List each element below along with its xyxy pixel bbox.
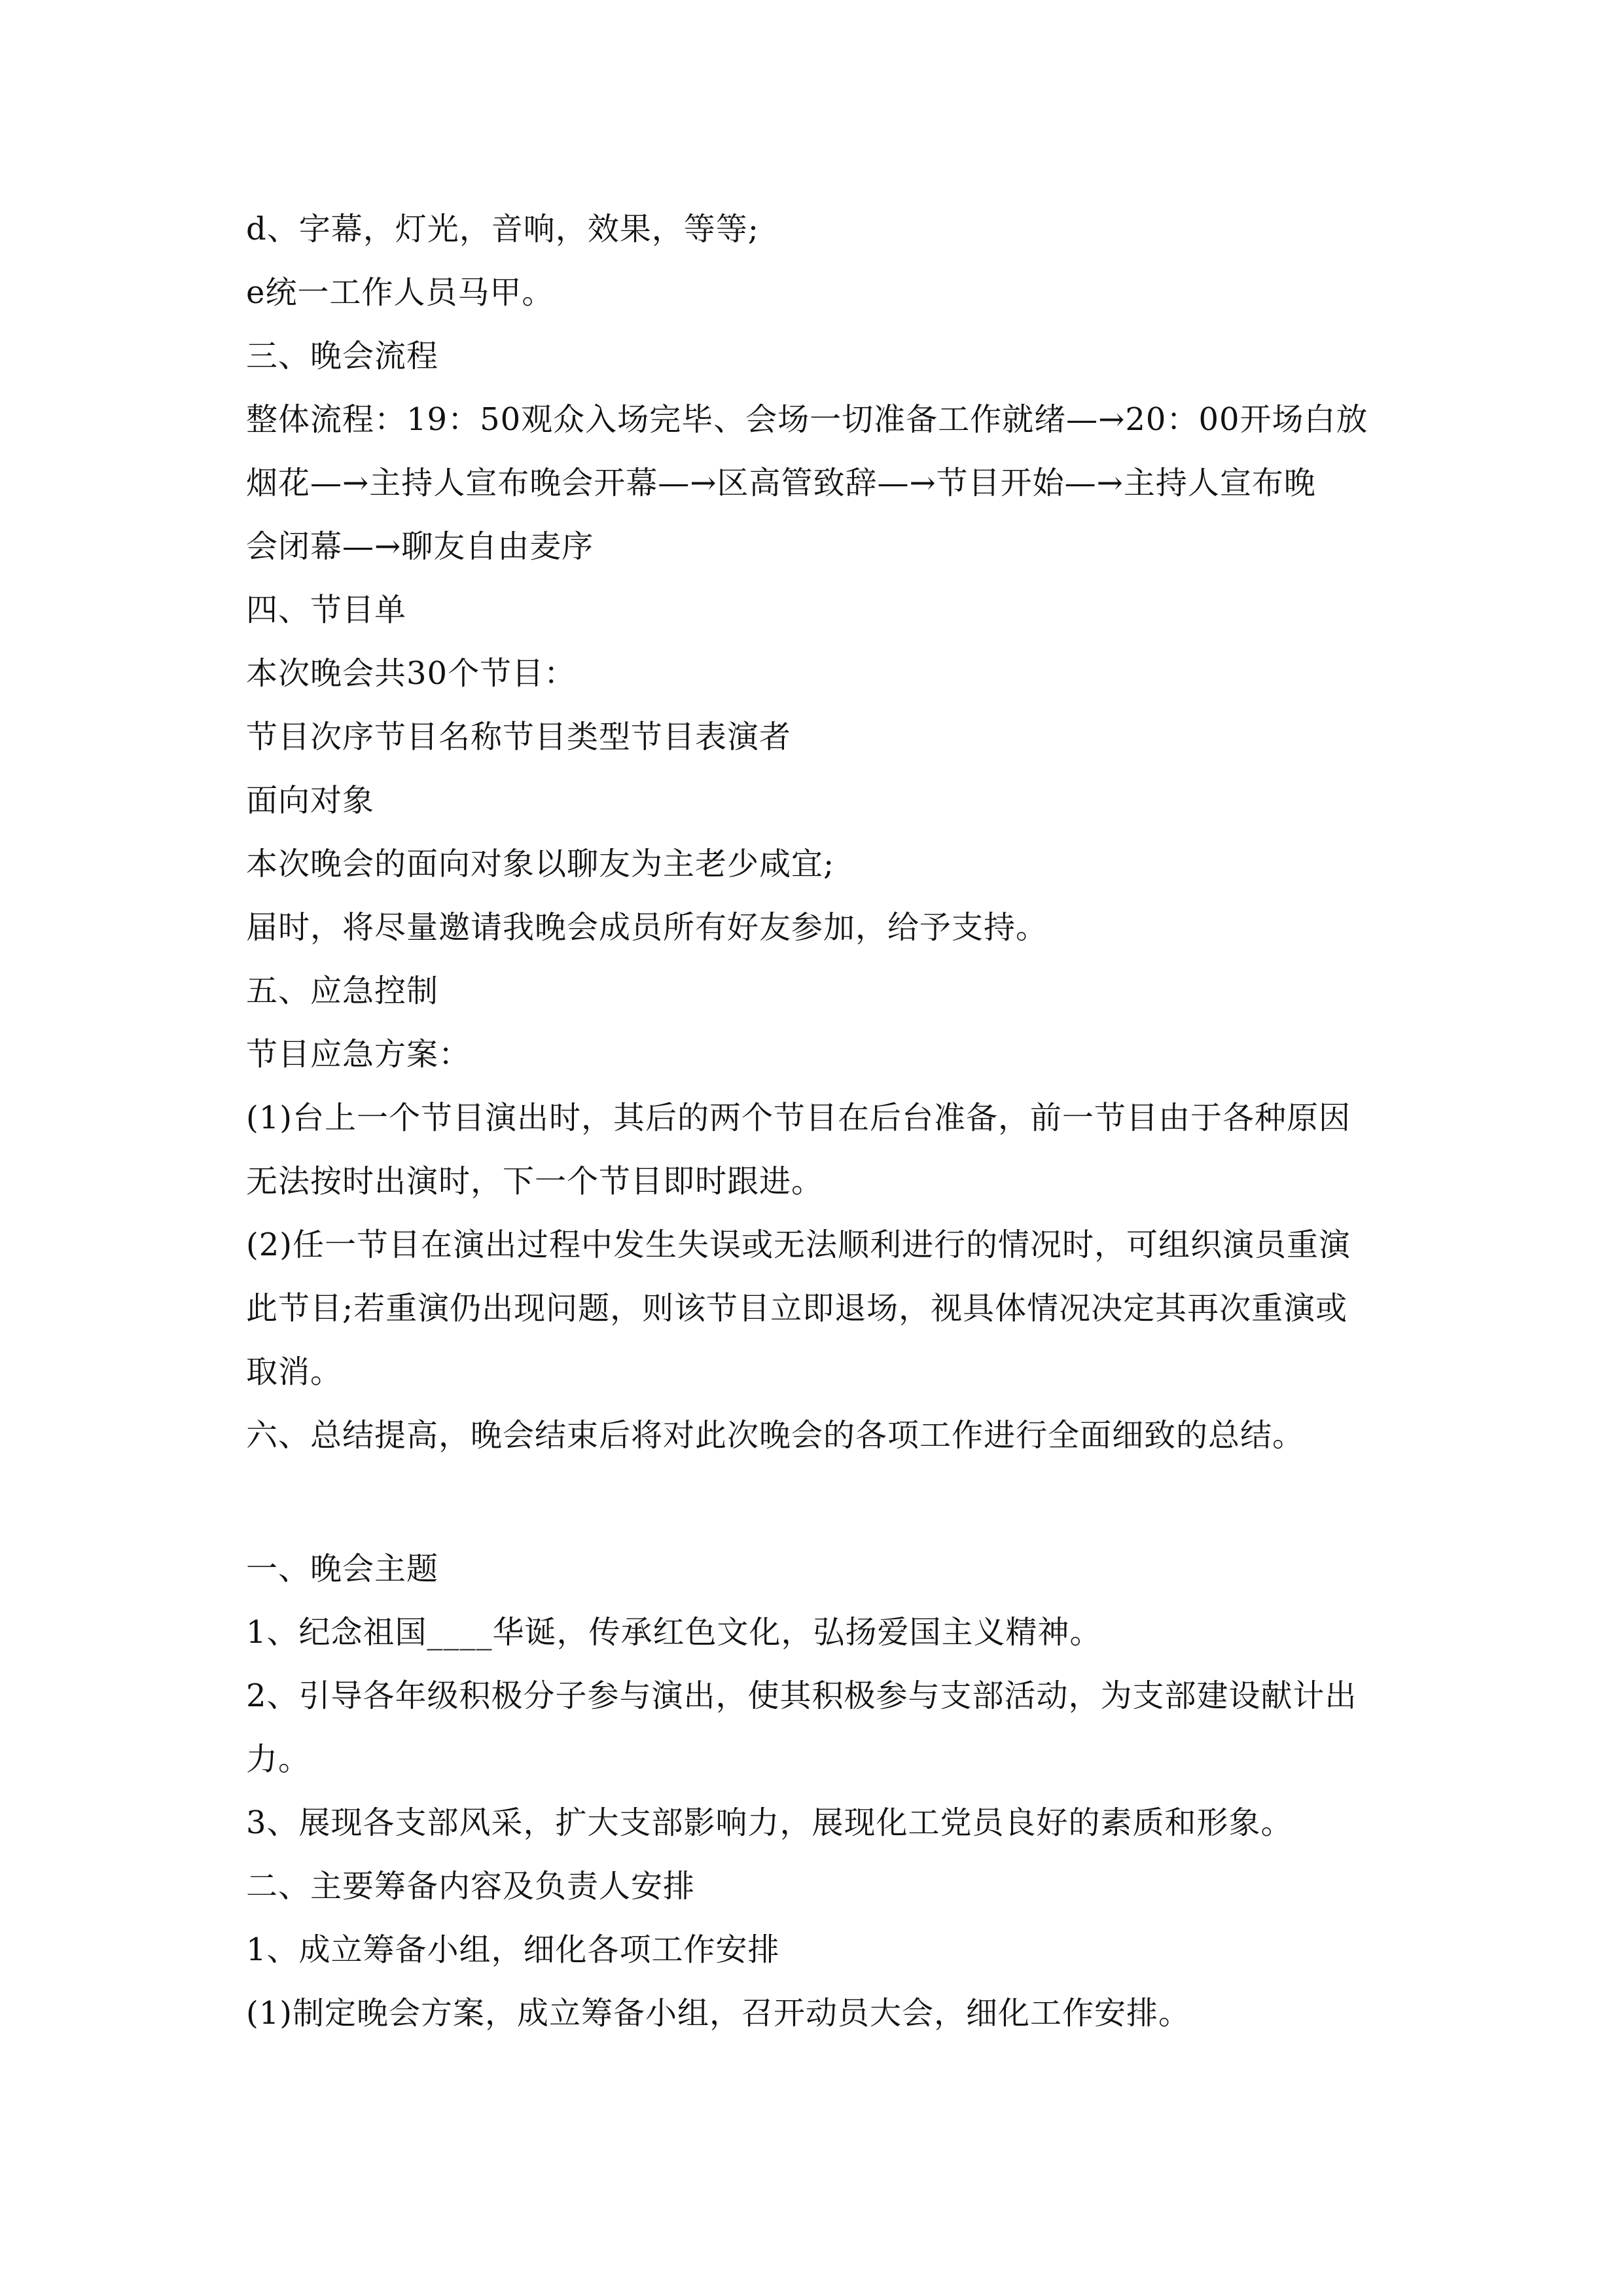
section-heading: 五、应急控制 — [246, 973, 439, 1009]
text-line: 节目应急方案： — [246, 1036, 471, 1073]
section-heading: 四、节目单 — [246, 592, 407, 628]
text-line: 面向对象 — [246, 782, 375, 819]
text-line: 本次晚会的面向对象以聊友为主老少咸宜; — [246, 846, 835, 882]
text-line: 力。 — [246, 1741, 311, 1778]
text-line: 取消。 — [246, 1354, 343, 1390]
text-line: 会闭幕—→聊友自由麦序 — [246, 528, 594, 565]
text-line: 本次晚会共30个节目： — [246, 655, 577, 692]
text-line: 整体流程：19：50观众入场完毕、会场一切准备工作就绪—→20：00开场白放 — [246, 401, 1368, 438]
section-heading: 二、主要筹备内容及负责人安排 — [246, 1868, 696, 1905]
text-line: d、字幕，灯光，音响，效果，等等; — [246, 211, 759, 247]
text-line: 2、引导各年级积极分子参与演出，使其积极参与支部活动，为支部建设献计出 — [246, 1677, 1357, 1714]
text-line: 无法按时出演时，下一个节目即时跟进。 — [246, 1163, 824, 1200]
text-line: 1、纪念祖国____华诞，传承红色文化，弘扬爱国主义精神。 — [246, 1614, 1102, 1651]
text-line: e统一工作人员马甲。 — [246, 274, 554, 311]
text-line: 烟花—→主持人宣布晚会开幕—→区高管致辞—→节目开始—→主持人宣布晚 — [246, 465, 1316, 501]
text-line: (2)任一节目在演出过程中发生失误或无法顺利进行的情况时，可组织演员重演 — [246, 1227, 1351, 1263]
text-line: 3、展现各支部风采，扩大支部影响力，展现化工党员良好的素质和形象。 — [246, 1804, 1293, 1841]
text-line: 此节目;若重演仍出现问题，则该节目立即退场，视具体情况决定其再次重演或 — [246, 1290, 1348, 1327]
text-line: (1)台上一个节目演出时，其后的两个节目在后台准备，前一节目由于各种原因 — [246, 1100, 1351, 1136]
section-heading: 一、晚会主题 — [246, 1551, 439, 1587]
text-line: 1、成立筹备小组，细化各项工作安排 — [246, 1931, 780, 1968]
section-heading: 三、晚会流程 — [246, 338, 439, 374]
text-line: 届时，将尽量邀请我晚会成员所有好友参加，给予支持。 — [246, 909, 1048, 946]
text-line: (1)制定晚会方案，成立筹备小组，召开动员大会，细化工作安排。 — [246, 1995, 1190, 2032]
section-heading: 六、总结提高，晚会结束后将对此次晚会的各项工作进行全面细致的总结。 — [246, 1417, 1305, 1454]
text-line: 节目次序节目名称节目类型节目表演者 — [246, 719, 792, 755]
